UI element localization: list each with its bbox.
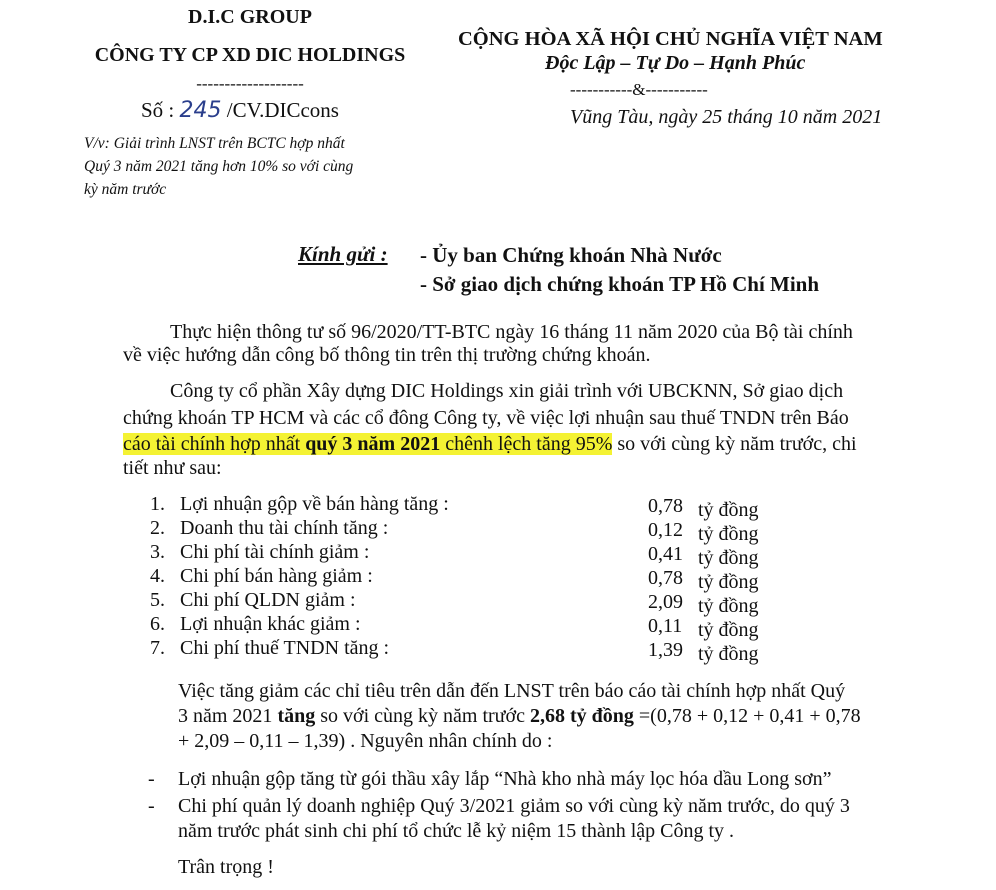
item-number: 6. (150, 613, 165, 635)
highlight-bold: quý 3 năm 2021 (305, 433, 441, 455)
para2-line: chứng khoán TP HCM và các cổ đông Công ty, về việc lợi nhuận sau thuế TNDN trên Báo (123, 407, 849, 429)
right-divider: -----------&----------- (570, 80, 708, 99)
highlight-part: cáo tài chính hợp nhất (123, 433, 306, 455)
so-number-handwritten: 245 (179, 98, 222, 123)
item-value: 0,41 (648, 543, 683, 565)
item-number: 5. (150, 589, 165, 611)
item-label: Chi phí thuế TNDN tăng : (180, 637, 390, 659)
subject (84, 132, 353, 201)
list-item (150, 493, 790, 521)
text-bold: tăng (277, 705, 316, 727)
document-number (141, 98, 339, 123)
item-label: Chi phí QLDN giảm : (180, 589, 356, 611)
items-list (150, 493, 790, 665)
item-unit: tỷ đồng (698, 643, 759, 665)
so-suffix: /CV.DICcons (226, 98, 339, 122)
item-value: 1,39 (648, 639, 683, 661)
list-item (150, 637, 790, 665)
item-value: 0,11 (648, 615, 683, 637)
group-name: D.I.C GROUP (188, 6, 312, 28)
reason-dash: - (148, 795, 155, 817)
reason-dash: - (148, 768, 155, 790)
place-date: Vũng Tàu, ngày 25 tháng 10 năm 2021 (570, 106, 883, 128)
highlighted-text (123, 433, 612, 455)
para3-line: Việc tăng giảm các chỉ tiêu trên dẫn đến LNST trên báo cáo tài chính hợp nhất Quý (178, 680, 846, 702)
para2-line-highlighted (123, 433, 857, 456)
left-divider: ------------------- (196, 74, 304, 93)
list-item (150, 541, 790, 569)
para3-line: + 2,09 – 0,11 – 1,39) . Nguyên nhân chính do : (178, 730, 553, 752)
item-value: 0,78 (648, 567, 683, 589)
item-label: Chi phí tài chính giảm : (180, 541, 370, 563)
item-label: Chi phí bán hàng giảm : (180, 565, 373, 587)
recipients-label: Kính gửi : (298, 242, 388, 266)
item-number: 4. (150, 565, 165, 587)
republic-title: CỘNG HÒA XÃ HỘI CHỦ NGHĨA VIỆT NAM (458, 28, 883, 50)
para1-line: về việc hướng dẫn công bố thông tin trên thị trường chứng khoán. (123, 344, 651, 366)
reason-line: năm trước phát sinh chi phí tổ chức lễ kỷ niệm 15 thành lập Công ty . (178, 820, 735, 842)
text-part: 3 năm 2021 (178, 705, 278, 727)
list-item (150, 517, 790, 545)
item-number: 1. (150, 493, 165, 515)
text-bold: 2,68 tỷ đồng (529, 705, 634, 727)
item-value: 0,12 (648, 519, 683, 541)
list-item (150, 613, 790, 641)
list-item (150, 565, 790, 593)
list-item (150, 589, 790, 617)
recipient-2: - Sở giao dịch chứng khoán TP Hồ Chí Minh (420, 272, 820, 296)
national-motto: Độc Lập – Tự Do – Hạnh Phúc (545, 52, 806, 74)
line-rest: so với cùng kỳ năm trước, chi (612, 433, 857, 455)
item-unit: tỷ đồng (698, 523, 759, 545)
subject-line: V/v: Giải trình LNST trên BCTC hợp nhất (84, 135, 345, 152)
item-label: Doanh thu tài chính tăng : (180, 517, 389, 539)
item-unit: tỷ đồng (698, 571, 759, 593)
item-number: 3. (150, 541, 165, 563)
highlight-part: chênh lệch tăng 95% (440, 433, 613, 455)
item-value: 0,78 (648, 495, 683, 517)
item-unit: tỷ đồng (698, 619, 759, 641)
para3-line (178, 705, 861, 728)
closing: Trân trọng ! (178, 856, 274, 878)
subject-line: Quý 3 năm 2021 tăng hơn 10% so với cùng (84, 158, 354, 175)
item-unit: tỷ đồng (698, 595, 759, 617)
text-part: so với cùng kỳ năm trước (315, 705, 530, 727)
subject-line: kỳ năm trước (84, 181, 167, 198)
item-label: Lợi nhuận khác giảm : (180, 613, 361, 635)
item-unit: tỷ đồng (698, 547, 759, 569)
reason-line: Lợi nhuận gộp tăng từ gói thầu xây lắp “Nhà kho nhà máy lọc hóa dầu Long sơn” (178, 768, 832, 790)
item-number: 7. (150, 637, 165, 659)
item-number: 2. (150, 517, 165, 539)
para1-line: Thực hiện thông tư số 96/2020/TT-BTC ngày 16 tháng 11 năm 2020 của Bộ tài chính (170, 321, 853, 343)
item-unit: tỷ đồng (698, 499, 759, 521)
text-part: =(0,78 + 0,12 + 0,41 + 0,78 (633, 705, 861, 727)
item-label: Lợi nhuận gộp về bán hàng tăng : (180, 493, 449, 515)
company-name: CÔNG TY CP XD DIC HOLDINGS (94, 44, 406, 66)
so-prefix: Số : (141, 98, 175, 122)
recipient-1: - Ủy ban Chứng khoán Nhà Nước (420, 243, 722, 267)
para2-line: Công ty cổ phần Xây dựng DIC Holdings xin giải trình với UBCKNN, Sở giao dịch (170, 380, 844, 402)
item-value: 2,09 (648, 591, 683, 613)
reason-line: Chi phí quản lý doanh nghiệp Quý 3/2021 giảm so với cùng kỳ năm trước, do quý 3 (178, 795, 850, 817)
para2-line: tiết như sau: (123, 457, 222, 479)
